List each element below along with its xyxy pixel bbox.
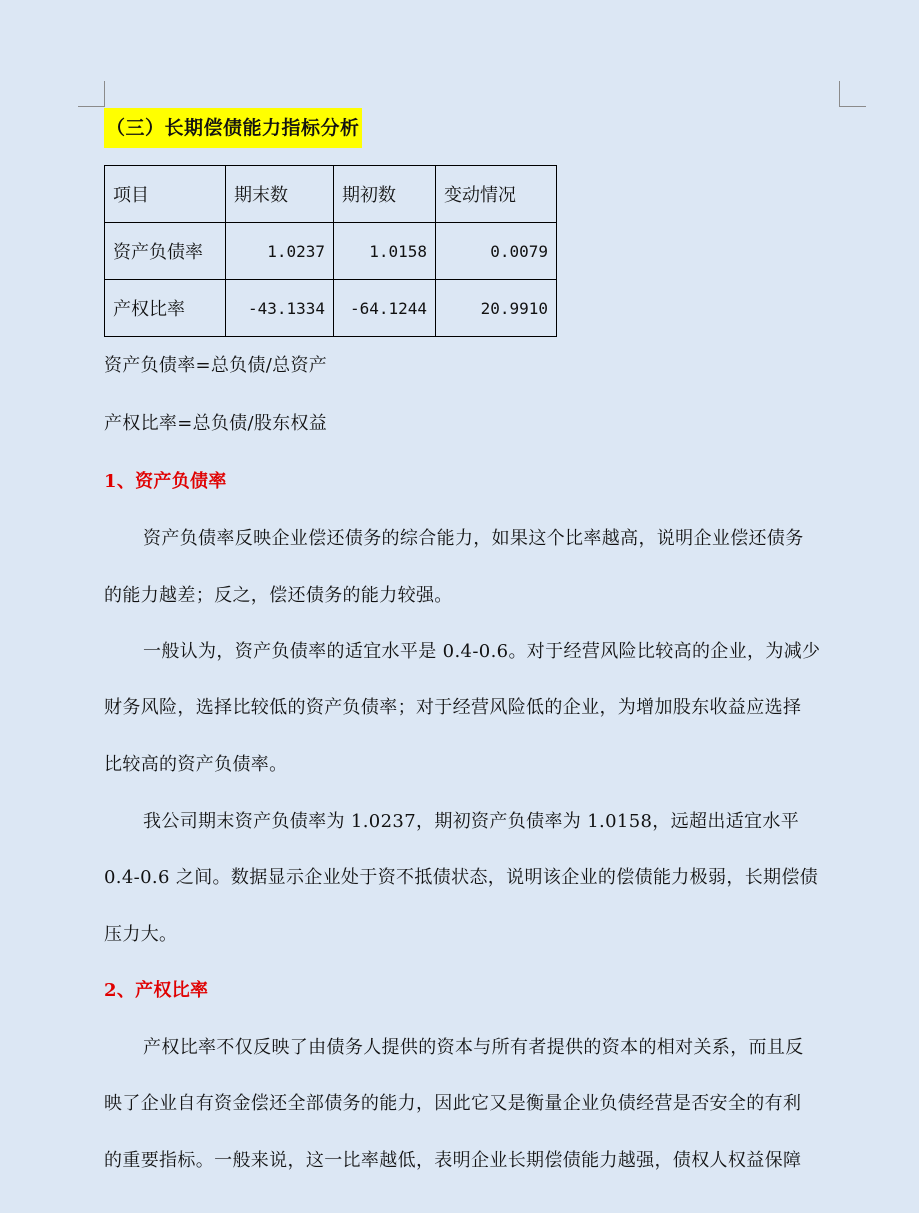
- table-cell-value: 1.0237: [226, 223, 334, 280]
- table-header-row: [105, 166, 557, 223]
- table-header-cell: 期初数: [334, 166, 436, 223]
- section-title: （三）长期偿债能力指标分析: [104, 108, 362, 148]
- table-row: [105, 223, 557, 280]
- table-cell-value: 20.9910: [436, 280, 557, 337]
- paragraph-line: 压力大。: [104, 924, 178, 945]
- paragraph-line: 的重要指标。一般来说，这一比率越低，表明企业长期偿债能力越强，债权人权益保障: [104, 1150, 802, 1171]
- margin-corner-top-right: [839, 81, 840, 107]
- paragraph-line: 产权比率不仅反映了由债务人提供的资本与所有者提供的资本的相对关系，而且反: [143, 1037, 804, 1058]
- table-cell-value: 0.0079: [436, 223, 557, 280]
- margin-corner-top-left: [78, 106, 104, 107]
- paragraph-line: 的能力越差；反之，偿还债务的能力较强。: [104, 585, 453, 606]
- table-cell-label: 产权比率: [105, 280, 226, 337]
- paragraph-line: 映了企业自有资金偿还全部债务的能力，因此它又是衡量企业负债经营是否安全的有利: [104, 1093, 802, 1114]
- formula-debt-ratio: 资产负债率=总负债/总资产: [104, 355, 328, 376]
- table-cell-value: -64.1244: [334, 280, 436, 337]
- table-cell-value: 1.0158: [334, 223, 436, 280]
- heading-equity-ratio: 2、产权比率: [104, 980, 209, 1001]
- paragraph-line: 0.4-0.6 之间。数据显示企业处于资不抵债状态，说明该企业的偿债能力极弱，长期偿债: [104, 867, 819, 888]
- heading-debt-ratio: 1、资产负债率: [104, 471, 227, 492]
- margin-corner-top-left: [104, 81, 105, 107]
- paragraph-line: 比较高的资产负债率。: [104, 754, 288, 775]
- paragraph-line: 资产负债率反映企业偿还债务的综合能力，如果这个比率越高，说明企业偿还债务: [143, 528, 804, 549]
- paragraph-line: 财务风险，选择比较低的资产负债率；对于经营风险低的企业，为增加股东收益应选择: [104, 697, 802, 718]
- table-cell-value: -43.1334: [226, 280, 334, 337]
- paragraph-line: 一般认为，资产负债率的适宜水平是 0.4-0.6。对于经营风险比较高的企业，为减少: [143, 641, 821, 662]
- table-cell-label: 资产负债率: [105, 223, 226, 280]
- table-header-cell: 期末数: [226, 166, 334, 223]
- margin-corner-top-right: [840, 106, 866, 107]
- ratio-table: [104, 165, 557, 337]
- table-row: [105, 280, 557, 337]
- table-header-cell: 项目: [105, 166, 226, 223]
- table-header-cell: 变动情况: [436, 166, 557, 223]
- paragraph-line: 我公司期末资产负债率为 1.0237，期初资产负债率为 1.0158，远超出适宜水平: [143, 811, 800, 832]
- formula-equity-ratio: 产权比率=总负债/股东权益: [104, 413, 328, 434]
